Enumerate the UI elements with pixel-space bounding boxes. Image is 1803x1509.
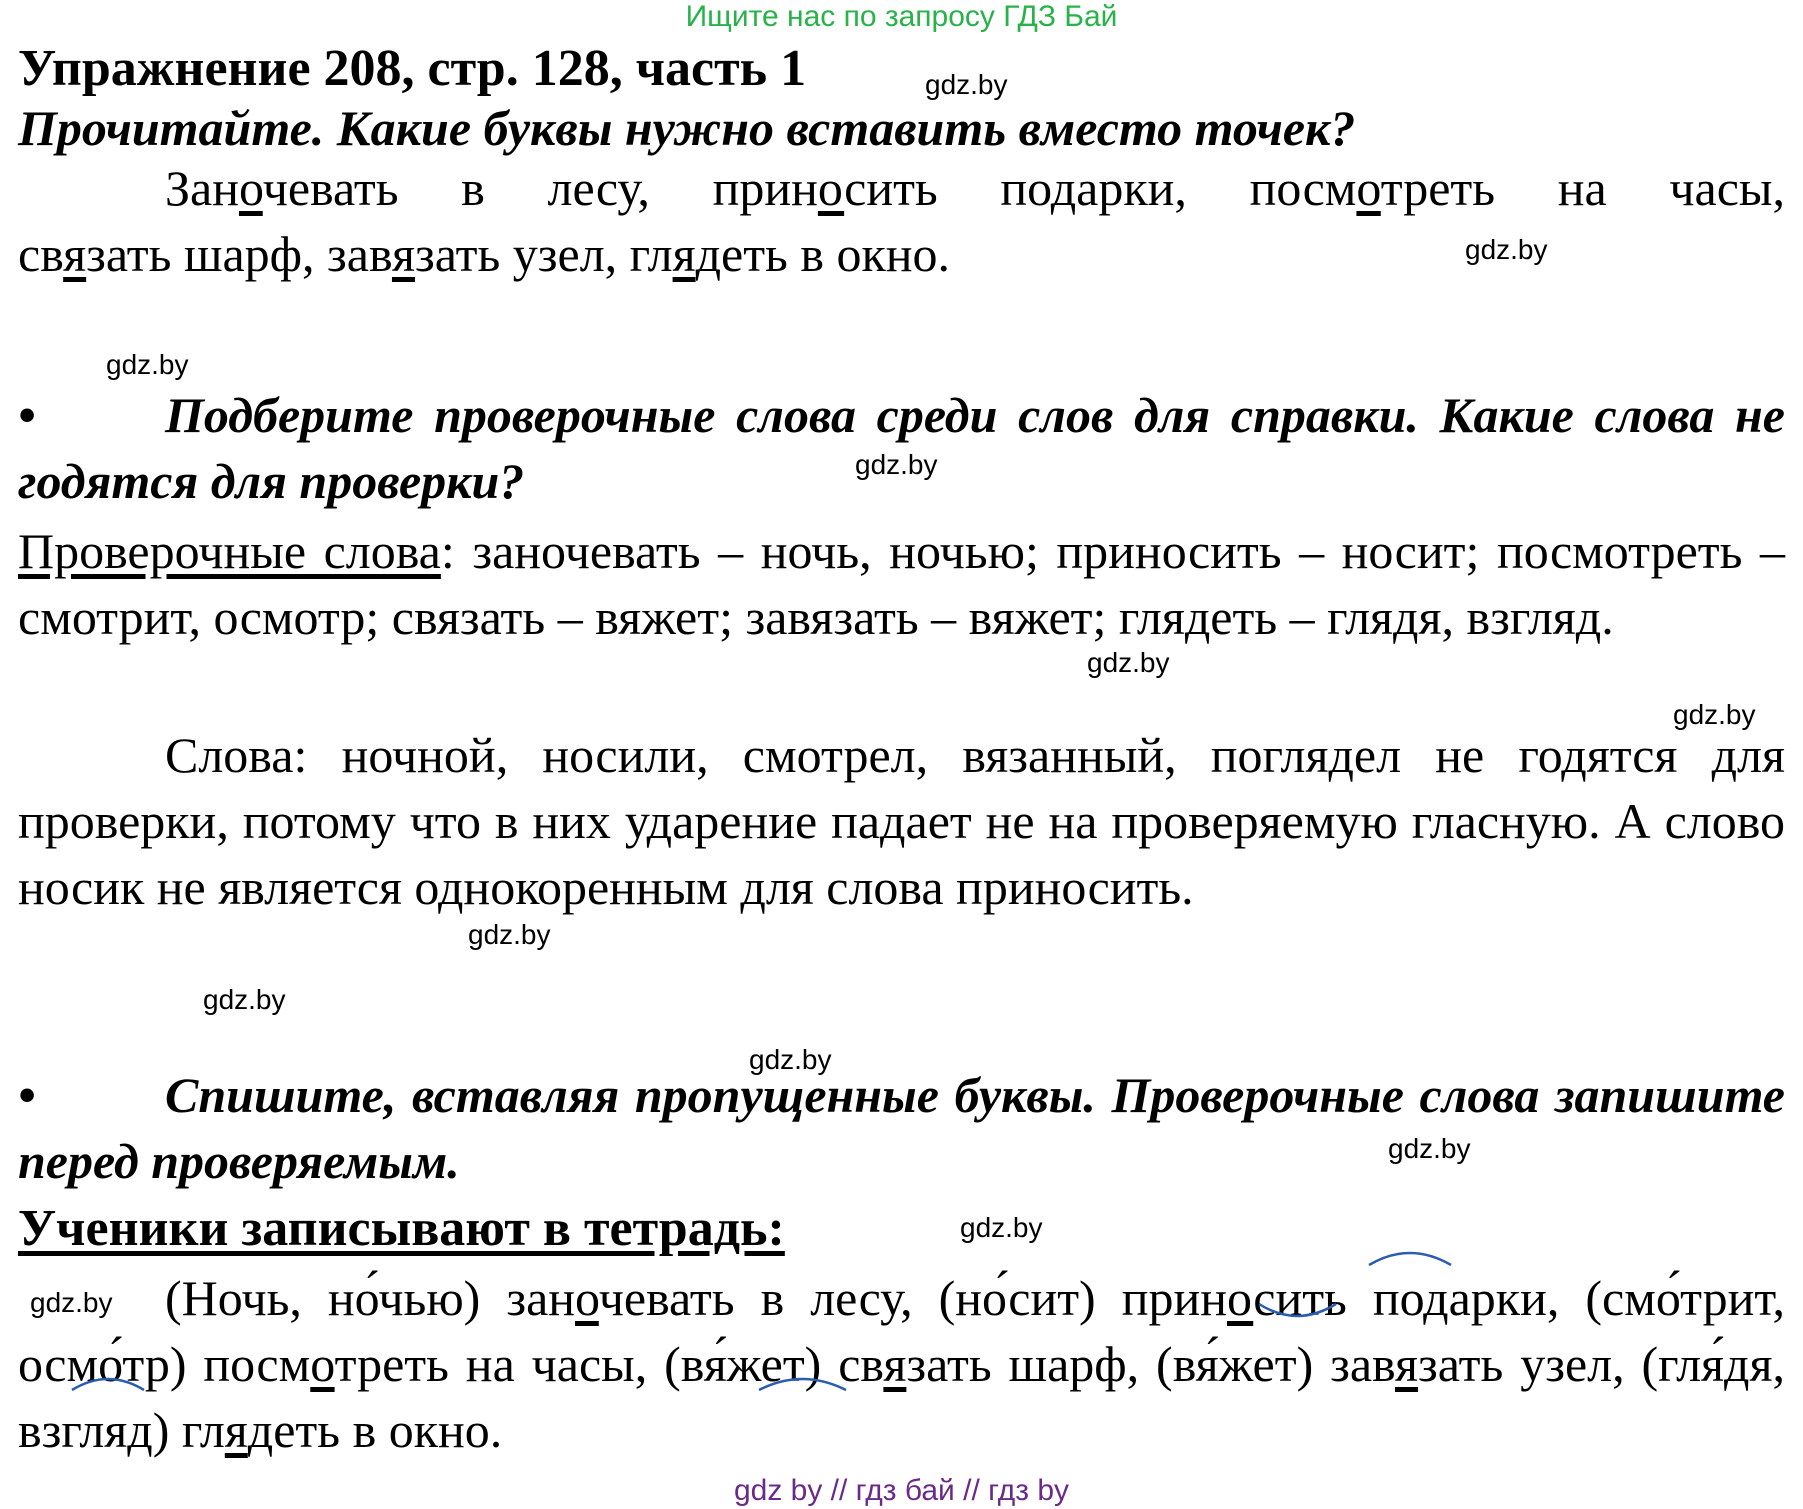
root-arc: [1255, 1300, 1340, 1324]
task-2-text: Подберите проверочные слова среди слов для справки. Какие слова не годятся для проверки?: [18, 387, 1785, 509]
bullet: •: [18, 387, 36, 443]
checked-word: посмотреть: [203, 1336, 449, 1392]
checked-word: завязать: [1330, 1336, 1504, 1392]
check-words: (Ночь, но́чью): [165, 1270, 507, 1326]
missing-letter: я: [63, 226, 87, 282]
exercise-title: Упражнение 208, стр. 128, часть 1: [18, 40, 807, 97]
answer-explanation: Слова: ночной, носили, смотрел, вязанный, поглядел не годятся для проверки, потому что в них ударение падает не на проверяемую гласную. А слово носик не является однокоренным для слова приносить.: [18, 727, 1785, 915]
exercise-heading: [18, 40, 1785, 98]
check-words: подарки, (смо́трит, осмо́тр): [18, 1270, 1785, 1392]
notebook-heading-text: Ученики записывают в тетрадь:: [18, 1200, 785, 1257]
vowel-underline: я: [224, 1402, 248, 1458]
vowel-underline: я: [883, 1336, 907, 1392]
root-arc: [755, 1372, 850, 1394]
check-words: в окно.: [340, 1402, 503, 1458]
watermark: gdz.by: [1388, 1133, 1471, 1164]
top-banner: Ищите нас по запросу ГДЗ Бай: [685, 0, 1118, 33]
passage-text: зать шарф, зав: [86, 226, 392, 282]
watermark: gdz.by: [30, 1287, 113, 1318]
answer-check-words: [18, 518, 1785, 650]
watermark: gdz.by: [855, 449, 938, 480]
vowel-underline: я: [1395, 1336, 1419, 1392]
passage-text: треть на часы,: [1380, 160, 1785, 216]
root-arc: [1365, 1245, 1455, 1269]
check-words: шарф, (вя́жет): [991, 1336, 1331, 1392]
missing-letter: я: [391, 226, 415, 282]
task-3-text: Спишите, вставляя пропущенные буквы. Проверочные слова запишите перед проверяемым.: [18, 1067, 1785, 1189]
check-words: на часы, (вя́жет): [448, 1336, 839, 1392]
passage-text: св: [18, 226, 64, 282]
passage-text: деть в окно.: [695, 226, 951, 282]
answer-text: : заночевать – ночь, ночью; приносить – носит; посмотреть – смотрит, осмотр; связать – вяжет; завязать – вяжет; глядеть – глядя, взгляд.: [18, 523, 1785, 645]
passage-text: чевать в лесу, прин: [262, 160, 818, 216]
root-arc: [68, 1372, 148, 1394]
missing-letter: о: [239, 160, 263, 216]
watermark: gdz.by: [1465, 234, 1548, 265]
bullet: •: [18, 1067, 36, 1123]
passage: [18, 155, 1785, 221]
vowel-underline: о: [575, 1270, 599, 1326]
checked-word: связать: [838, 1336, 992, 1392]
missing-letter: я: [672, 226, 696, 282]
check-words: в лесу, (но́сит): [734, 1270, 1122, 1326]
watermark: gdz.by: [749, 1044, 832, 1075]
check-words: узел, (гля́дя, взгляд): [18, 1336, 1785, 1458]
notebook-text: [18, 1265, 1785, 1463]
watermark: gdz.by: [925, 69, 1008, 100]
passage-text: Зан: [165, 160, 239, 216]
watermark: gdz.by: [203, 984, 286, 1015]
answer-label: Проверочные слова: [18, 523, 441, 579]
missing-letter: о: [1356, 160, 1381, 216]
missing-letter: о: [817, 160, 845, 216]
task-1: Прочитайте. Какие буквы нужно вставить вместо точек?: [18, 100, 1356, 156]
vowel-underline: о: [1227, 1270, 1254, 1326]
watermark: gdz.by: [106, 349, 189, 380]
passage-text: сить подарки, посм: [844, 160, 1357, 216]
watermark: gdz.by: [1673, 699, 1756, 730]
notebook-heading: [18, 1200, 1785, 1258]
checked-word: глядеть: [181, 1402, 341, 1458]
vowel-underline: о: [310, 1336, 335, 1392]
watermark: gdz.by: [1087, 647, 1170, 678]
passage-text: зать узел, гл: [414, 226, 673, 282]
watermark: gdz.by: [960, 1212, 1043, 1243]
footer-links: gdz by // гдз бай // гдз by: [733, 1474, 1070, 1507]
checked-word: приносить: [1121, 1270, 1347, 1326]
watermark: gdz.by: [468, 919, 551, 950]
checked-word: заночевать: [506, 1270, 735, 1326]
